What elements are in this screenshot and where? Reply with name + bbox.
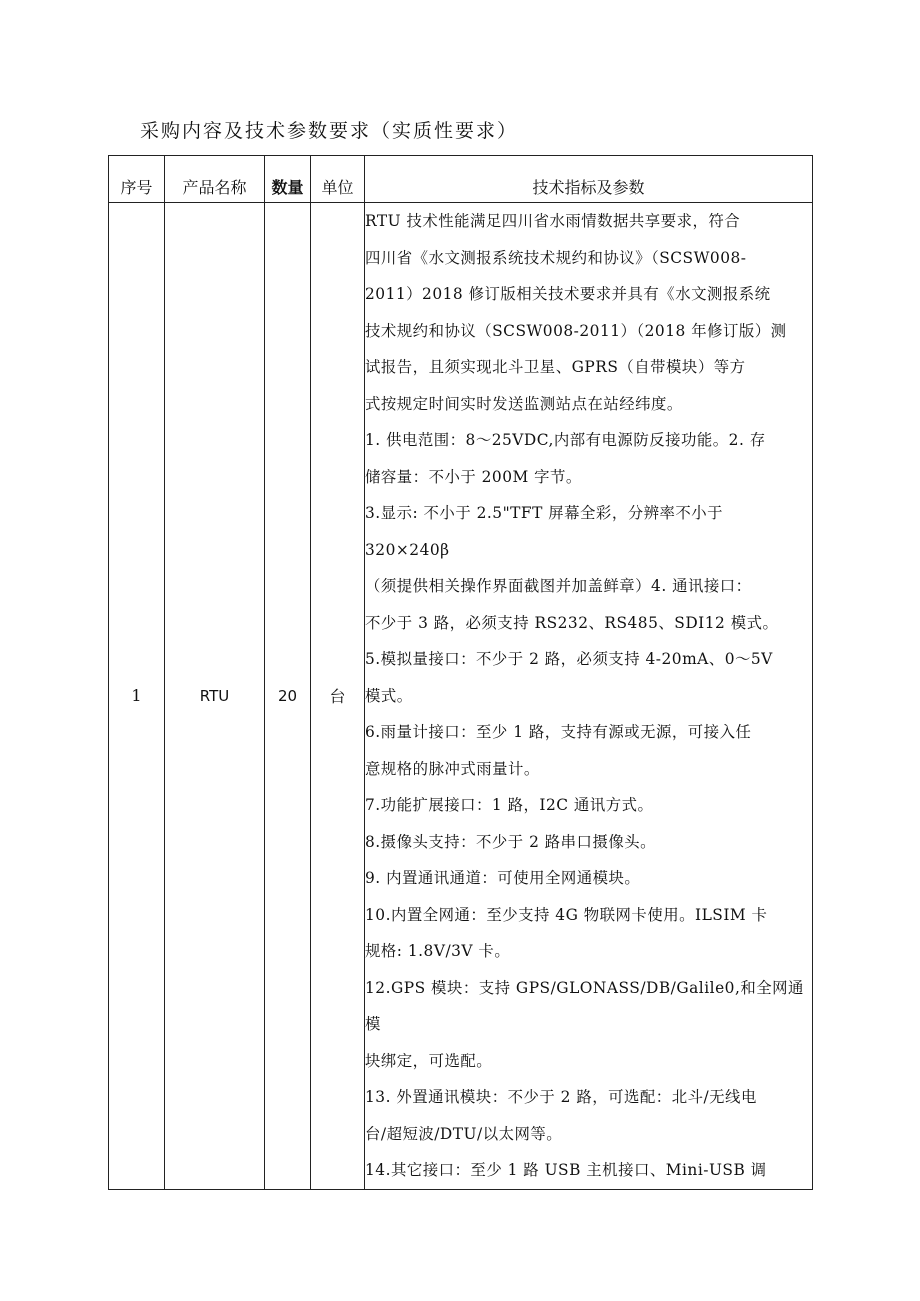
spec-line: 14.其它接口：至少 1 路 USB 主机接口、Mini-USB 调 (365, 1161, 767, 1179)
spec-line: 块绑定，可选配。 (365, 1051, 493, 1070)
spec-line: 12.GPS 模块：支持 GPS/GLONASS/DB/Galile0,和全网通模 (365, 978, 804, 1033)
cell-product: RTU (165, 203, 265, 1190)
header-product: 产品名称 (165, 156, 265, 203)
spec-line: 试报告，且须实现北斗卫星、GPRS（自带模块）等方 (365, 358, 746, 376)
spec-line: 式按规定时间实时发送监测站点在站经纬度。 (365, 394, 683, 413)
header-index: 序号 (109, 156, 165, 203)
spec-line: 10.内置全网通：至少支持 4G 物联网卡使用。ILSIM 卡 (365, 905, 768, 924)
spec-line: 8.摄像头支持：不少于 2 路串口摄像头。 (365, 832, 657, 851)
header-row (109, 156, 813, 203)
spec-text (365, 203, 812, 1189)
header-qty: 数量 (265, 156, 311, 203)
spec-line: 6.雨量计接口：至少 1 路，支持有源或无源，可接入任 (365, 723, 752, 741)
spec-line: 储容量：不小于 200M 字节。 (365, 467, 582, 486)
spec-table (108, 155, 813, 1190)
spec-line: 不少于 3 路，必须支持 RS232、RS485、SDI12 模式。 (365, 613, 779, 632)
spec-line: （须提供相关操作界面截图并加盖鲜章）4. 通讯接口： (365, 577, 752, 595)
spec-line: 技术规约和协议（SCSW008-2011）（2018 年修订版）测 (365, 321, 787, 340)
spec-line: RTU 技术性能满足四川省水雨情数据共享要求，符合 (365, 212, 741, 230)
spec-line: 13. 外置通讯模块：不少于 2 路，可选配：北斗/无线电 (365, 1088, 757, 1106)
spec-line: 1. 供电范围：8～25VDC,内部有电源防反接功能。2. 存 (365, 431, 766, 449)
spec-line: 意规格的脉冲式雨量计。 (365, 759, 540, 778)
spec-line: 2011）2018 修订版相关技术要求并具有《水文测报系统 (365, 285, 771, 303)
cell-spec (365, 203, 813, 1190)
header-unit: 单位 (311, 156, 365, 203)
cell-unit: 台 (311, 203, 365, 1190)
spec-line: 9. 内置通讯通道：可使用全网通模块。 (365, 869, 641, 887)
spec-line: 规格: 1.8V/3V 卡。 (365, 942, 511, 960)
spec-line: 模式。 (365, 686, 413, 705)
spec-line: 四川省《水文测报系统技术规约和协议》（SCSW008- (365, 248, 747, 267)
spec-line: 7.功能扩展接口：1 路，I2C 通讯方式。 (365, 796, 654, 814)
table-row (109, 203, 813, 1190)
spec-line: 台/超短波/DTU/以太网等。 (365, 1124, 563, 1143)
spec-line: 5.模拟量接口：不少于 2 路，必须支持 4-20mA、0～5V (365, 650, 773, 668)
cell-index: 1 (109, 203, 165, 1190)
header-spec: 技术指标及参数 (365, 156, 813, 203)
cell-qty: 20 (265, 203, 311, 1190)
page-title: 采购内容及技术参数要求（实质性要求） (140, 120, 519, 142)
spec-line: 3.显示: 不小于 2.5"TFT 屏幕全彩，分辨率不小于 320×240β (365, 504, 724, 559)
